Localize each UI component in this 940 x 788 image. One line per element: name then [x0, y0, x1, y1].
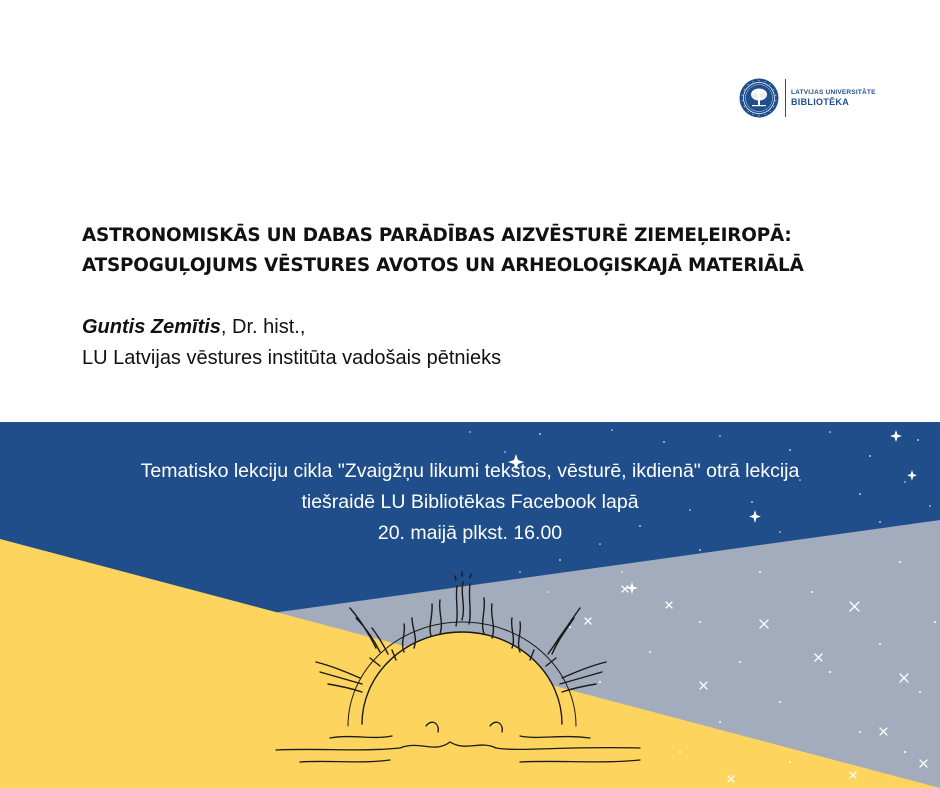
announcement-datetime: 20. maijā plkst. 16.00 — [377, 522, 563, 544]
announcement-facebook-link[interactable]: tiešraidē LU Bibliotēkas Facebook lapā — [301, 491, 639, 513]
speaker-info — [82, 312, 501, 374]
announcement-series: Tematisko lekciju cikla "Zvaigžņu likumi tekstos, vēsturē, ikdienā" otrā lekcija — [140, 460, 800, 482]
lecture-title — [82, 221, 804, 281]
lecture-announcement — [0, 456, 940, 549]
lu-library-logo[interactable] — [739, 78, 876, 118]
lecture-title-line-1: ASTRONOMISKĀS UN DABAS PARĀDĪBAS AIZVĒSTURĒ ZIEMEĻEIROPĀ: — [82, 225, 792, 246]
logo-university-name: LATVIJAS UNIVERSITĀTE — [791, 89, 876, 96]
university-seal-icon — [739, 78, 779, 118]
logo-divider — [785, 79, 786, 117]
logo-library-name: BIBLIOTĒKA — [791, 97, 849, 107]
speaker-position: LU Latvijas vēstures institūta vadošais pētnieks — [82, 347, 502, 369]
logo-text — [791, 89, 876, 107]
speaker-degree: , Dr. hist., — [220, 316, 306, 338]
lecture-title-line-2: ATSPOGUĻOJUMS VĒSTURES AVOTOS UN ARHEOLOĢISKAJĀ MATERIĀLĀ — [82, 255, 804, 276]
speaker-name: Guntis Zemītis — [82, 316, 221, 338]
speaker-line — [82, 312, 501, 343]
